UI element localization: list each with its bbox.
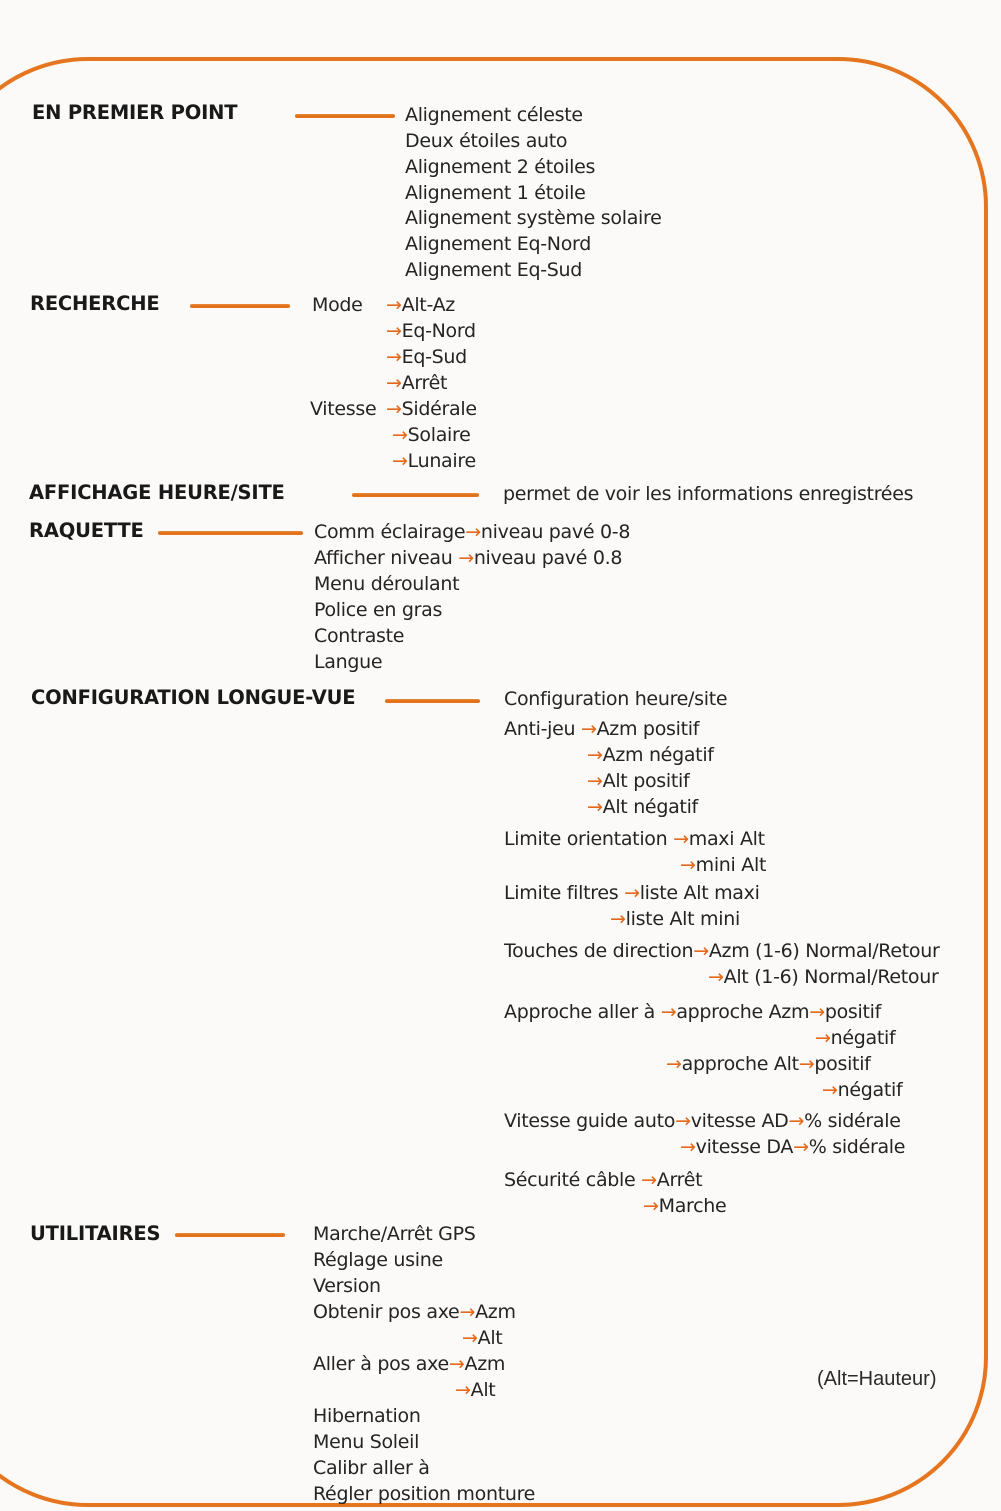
section-title-configuration-longue-vue: CONFIGURATION LONGUE-VUE xyxy=(31,686,356,709)
menu-item: →vitesse DA→% sidérale xyxy=(680,1136,906,1158)
connector-line xyxy=(175,1233,285,1237)
menu-item: Police en gras xyxy=(314,599,443,621)
menu-item: Aller à pos axe→Azm xyxy=(313,1353,506,1375)
menu-item: Afficher niveau →niveau pavé 0.8 xyxy=(314,547,623,569)
alt-definition-note: (Alt=Hauteur) xyxy=(817,1368,937,1390)
menu-item: Alignement Eq-Nord xyxy=(405,233,591,255)
connector-line xyxy=(190,304,290,308)
menu-item: Alignement 2 étoiles xyxy=(405,156,596,178)
menu-item: Marche/Arrêt GPS xyxy=(313,1223,476,1245)
menu-item: Limite orientation →maxi Alt xyxy=(504,828,765,850)
menu-item: Alignement céleste xyxy=(405,104,583,126)
menu-item: →Eq-Sud xyxy=(386,346,467,368)
menu-item: Sécurité câble →Arrêt xyxy=(504,1169,703,1191)
menu-item: →Solaire xyxy=(392,424,471,446)
menu-item: →approche Alt→positif xyxy=(666,1053,871,1075)
menu-item: →Azm négatif xyxy=(587,744,714,766)
menu-item-vitesse-label: Vitesse xyxy=(310,398,377,420)
menu-item: →Marche xyxy=(643,1195,727,1217)
menu-item: →Alt xyxy=(462,1327,503,1349)
menu-item-description: permet de voir les informations enregistrées xyxy=(503,483,914,505)
menu-item: Comm éclairage→niveau pavé 0-8 xyxy=(314,521,631,543)
menu-item: Réglage usine xyxy=(313,1249,443,1271)
menu-item: Menu Soleil xyxy=(313,1431,420,1453)
section-title-raquette: RAQUETTE xyxy=(29,519,144,542)
section-title-utilitaires: UTILITAIRES xyxy=(30,1222,161,1245)
menu-item: →Sidérale xyxy=(386,398,477,420)
menu-item: Régler position monture xyxy=(313,1483,536,1505)
menu-item: Obtenir pos axe→Azm xyxy=(313,1301,516,1323)
menu-item: Approche aller à →approche Azm→positif xyxy=(504,1001,882,1023)
menu-item: →Alt négatif xyxy=(587,796,698,818)
menu-item: Alignement Eq-Sud xyxy=(405,259,583,281)
menu-item: →Eq-Nord xyxy=(386,320,476,342)
menu-item: →Arrêt xyxy=(386,372,448,394)
section-title-recherche: RECHERCHE xyxy=(30,292,160,315)
menu-item: Menu déroulant xyxy=(314,573,460,595)
section-title-affichage-heure-site: AFFICHAGE HEURE/SITE xyxy=(29,481,285,504)
menu-item: →Lunaire xyxy=(392,450,476,472)
connector-line xyxy=(385,699,480,703)
menu-item: →négatif xyxy=(822,1079,903,1101)
menu-item: →Alt positif xyxy=(587,770,690,792)
section-title-en-premier-point: EN PREMIER POINT xyxy=(32,101,238,124)
menu-item: →négatif xyxy=(815,1027,896,1049)
menu-item: Deux étoiles auto xyxy=(405,130,568,152)
menu-item: →Alt (1-6) Normal/Retour xyxy=(708,966,939,988)
menu-item: →mini Alt xyxy=(680,854,767,876)
connector-line xyxy=(352,493,479,497)
menu-item: →Alt-Az xyxy=(386,294,455,316)
menu-item: Alignement 1 étoile xyxy=(405,182,586,204)
menu-item: →Alt xyxy=(455,1379,496,1401)
connector-line xyxy=(158,531,303,535)
menu-item: Limite filtres →liste Alt maxi xyxy=(504,882,760,904)
menu-item: Hibernation xyxy=(313,1405,421,1427)
menu-item: Vitesse guide auto→vitesse AD→% sidérale xyxy=(504,1110,901,1132)
menu-item: Contraste xyxy=(314,625,405,647)
menu-item: Langue xyxy=(314,651,383,673)
menu-item: Touches de direction→Azm (1-6) Normal/Retour xyxy=(504,940,940,962)
menu-item-mode-label: Mode xyxy=(312,294,363,316)
menu-item: Version xyxy=(313,1275,381,1297)
menu-item: Configuration heure/site xyxy=(504,688,728,710)
menu-item: Alignement système solaire xyxy=(405,207,662,229)
connector-line xyxy=(295,114,395,118)
menu-item: →liste Alt mini xyxy=(610,908,740,930)
menu-item: Anti-jeu →Azm positif xyxy=(504,718,700,740)
menu-item: Calibr aller à xyxy=(313,1457,430,1479)
